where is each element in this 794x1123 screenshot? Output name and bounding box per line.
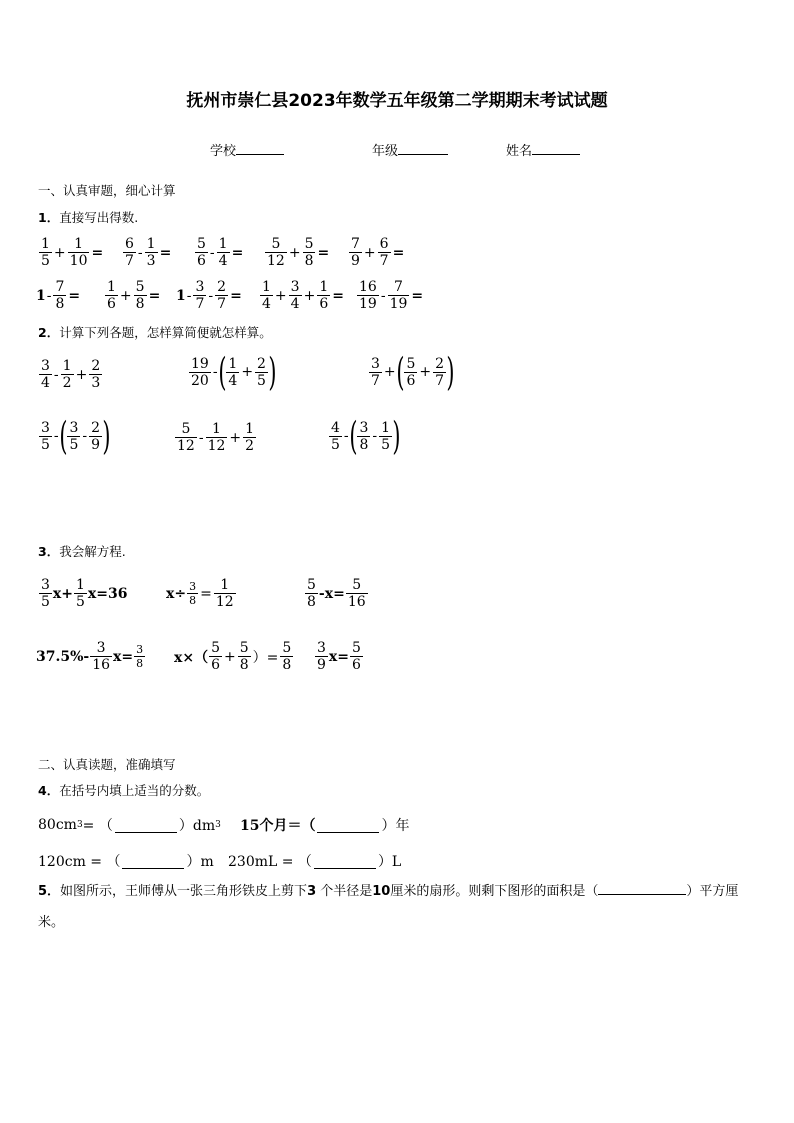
fraction: $\frac{5}{12}$: [177, 421, 195, 454]
grade-blank[interactable]: [398, 140, 448, 155]
equation: $\frac{3}{9}$ x= $\frac{5}{6}$: [317, 640, 361, 673]
fraction: $\frac{1}{12}$: [215, 577, 234, 610]
fraction: $\frac{5}{6}$: [197, 236, 206, 269]
fraction: $\frac{2}{3}$: [91, 358, 101, 391]
question-1: [38, 208, 138, 226]
fraction: $\frac{3}{7}$: [371, 355, 380, 389]
fraction: $\frac{3}{4}$: [41, 358, 50, 391]
expression: $\frac{5}{6}$ - $\frac{1}{4}$ =: [197, 236, 244, 269]
fill-item-months: 15个月＝（ ）年: [240, 818, 410, 834]
answer-blank[interactable]: [598, 880, 686, 895]
fraction: $\frac{5}{8}$: [307, 577, 316, 610]
expression: 1 - $\frac{3}{7}$ - $\frac{2}{7}$ =: [176, 279, 242, 312]
fraction: $\frac{5}{8}$: [135, 279, 145, 312]
fraction: $\frac{6}{7}$: [125, 236, 134, 269]
expression: $\frac{1}{4}$ + $\frac{3}{4}$ + $\frac{1}{6}$ =: [262, 279, 344, 312]
question-number: 3．: [38, 544, 60, 559]
fraction: $\frac{5}{16}$: [347, 577, 366, 610]
fraction: $\frac{3}{8}$: [359, 419, 369, 453]
question-text: 我会解方程.: [59, 544, 126, 559]
expression: $\frac{6}{7}$ - $\frac{1}{3}$ =: [125, 236, 172, 269]
expression: $\frac{4}{5}$ - ( $\frac{3}{8}$ - $\frac{1}{5}$ ): [331, 414, 401, 458]
fraction: $\frac{3}{5}$: [41, 419, 50, 453]
expression: 1 - $\frac{7}{8}$ =: [36, 279, 81, 312]
name-field: [506, 140, 580, 159]
question-2: [38, 323, 272, 341]
answer-blank[interactable]: [314, 854, 376, 869]
equation: $\frac{3}{5}$ x+ $\frac{1}{5}$ x=36: [41, 577, 128, 610]
fraction: $\frac{1}{5}$: [41, 236, 50, 269]
section-2-heading: 二、认真读题，准确填写: [38, 757, 176, 772]
fraction: $\frac{3}{4}$: [290, 279, 300, 312]
fraction: $\frac{1}{2}$: [62, 358, 72, 391]
question-number: 1．: [38, 210, 60, 225]
grade-field: [372, 140, 448, 159]
answer-blank[interactable]: [115, 818, 177, 833]
question-5: 5．如图所示，王师傅从一张三角形铁皮上剪下3 个半径是10厘米的扇形。则剩下图形的面积是（ ）平方厘米。: [38, 876, 758, 938]
fraction: $\frac{1}{6}$: [319, 279, 329, 312]
fraction: $\frac{1}{4}$: [228, 355, 238, 389]
fraction: $\frac{1}{5}$: [76, 577, 85, 610]
fraction: $\frac{2}{9}$: [91, 419, 101, 453]
fraction: $\frac{3}{16}$: [92, 640, 111, 673]
expression: $\frac{5}{12}$ + $\frac{5}{8}$ =: [267, 236, 330, 269]
fill-item-length: 120cm = （ ）m: [38, 854, 214, 870]
expression: $\frac{16}{19}$ - $\frac{7}{19}$ =: [359, 279, 424, 312]
fraction: $\frac{3}{9}$: [317, 640, 326, 673]
expression: $\frac{1}{6}$ + $\frac{5}{8}$ =: [107, 279, 161, 312]
equation: x÷ $\frac{3}{8}$ = $\frac{1}{12}$: [166, 577, 234, 610]
fraction: $\frac{5}{12}$: [267, 236, 285, 269]
name-label: 姓名: [506, 144, 533, 159]
fraction: $\frac{1}{10}$: [69, 236, 88, 269]
fraction: $\frac{2}{5}$: [257, 355, 266, 389]
equation: $\frac{5}{8}$ -x= $\frac{5}{16}$: [307, 577, 366, 610]
expression: $\frac{1}{5}$ + $\frac{1}{10}$ =: [41, 236, 104, 269]
fraction: $\frac{3}{5}$: [69, 419, 79, 453]
fraction: $\frac{3}{5}$: [41, 577, 50, 610]
question-text: 直接写出得数.: [59, 210, 139, 225]
fraction: $\frac{5}{8}$: [282, 640, 292, 673]
fraction: $\frac{1}{3}$: [146, 236, 156, 269]
name-blank[interactable]: [532, 140, 580, 155]
fraction: $\frac{5}{8}$: [239, 640, 249, 673]
fraction: $\frac{1}{4}$: [218, 236, 228, 269]
fraction: $\frac{3}{8}$: [189, 580, 197, 607]
school-field: [210, 140, 284, 159]
question-3: [38, 542, 126, 560]
fraction: $\frac{3}{7}$: [195, 279, 205, 312]
question-text: 在括号内填上适当的分数。: [59, 783, 210, 798]
equation: x×（ $\frac{5}{6}$ + $\frac{5}{8}$ ）= $\frac{5}{8}$: [174, 640, 292, 673]
fraction: $\frac{7}{19}$: [389, 279, 408, 312]
fraction: $\frac{2}{7}$: [435, 355, 445, 389]
fill-item-volume: 80cm 3 = （ ）dm 3: [38, 817, 221, 834]
school-blank[interactable]: [236, 140, 284, 155]
fraction: $\frac{5}{8}$: [304, 236, 314, 269]
fraction: $\frac{1}{5}$: [381, 419, 391, 453]
question-number: 4．: [38, 783, 60, 798]
fraction: $\frac{1}{2}$: [245, 421, 255, 454]
fraction: $\frac{6}{7}$: [379, 236, 389, 269]
fraction: $\frac{1}{6}$: [107, 279, 116, 312]
fraction: $\frac{2}{7}$: [217, 279, 227, 312]
question-number: 5．: [38, 884, 61, 899]
fraction: $\frac{16}{19}$: [359, 279, 377, 312]
fraction: $\frac{5}{6}$: [352, 640, 361, 673]
fraction: $\frac{7}{8}$: [55, 279, 65, 312]
expression: $\frac{3}{7}$ + ( $\frac{5}{6}$ + $\frac{2}{7}$ ): [371, 350, 455, 394]
equation: 37.5%- $\frac{3}{16}$ x= $\frac{3}{8}$: [36, 640, 144, 673]
expression: $\frac{3}{5}$ - ( $\frac{3}{5}$ - $\frac{2}{9}$ ): [41, 414, 111, 458]
fraction: $\frac{19}{20}$: [191, 355, 209, 389]
expression: $\frac{19}{20}$ - ( $\frac{1}{4}$ + $\frac{2}{5}$ ): [191, 350, 277, 394]
section-1-heading: 一、认真审题，细心计算: [38, 183, 176, 198]
fraction: $\frac{1}{4}$: [262, 279, 271, 312]
question-4: [38, 781, 209, 799]
fraction: $\frac{7}{9}$: [351, 236, 360, 269]
fraction: $\frac{4}{5}$: [331, 419, 340, 453]
answer-blank[interactable]: [122, 854, 184, 869]
expression: $\frac{5}{12}$ - $\frac{1}{12}$ + $\frac{1}{2}$: [177, 421, 255, 454]
expression: $\frac{3}{4}$ - $\frac{1}{2}$ + $\frac{2}{3}$: [41, 358, 101, 391]
question-number: 2．: [38, 325, 60, 340]
grade-label: 年级: [372, 144, 399, 159]
fraction: $\frac{5}{6}$: [406, 355, 416, 389]
question-text: 计算下列各题，怎样算简便就怎样算。: [59, 325, 272, 340]
fraction: $\frac{1}{12}$: [207, 421, 226, 454]
expression: $\frac{7}{9}$ + $\frac{6}{7}$ =: [351, 236, 405, 269]
fill-item-capacity: 230mL = （ ）L: [228, 854, 402, 870]
answer-blank[interactable]: [317, 818, 379, 833]
fraction: $\frac{3}{8}$: [136, 643, 144, 670]
fraction: $\frac{5}{6}$: [211, 640, 220, 673]
school-label: 学校: [210, 144, 237, 159]
page-title: 抚州市崇仁县2023年数学五年级第二学期期末考试试题: [186, 91, 608, 111]
